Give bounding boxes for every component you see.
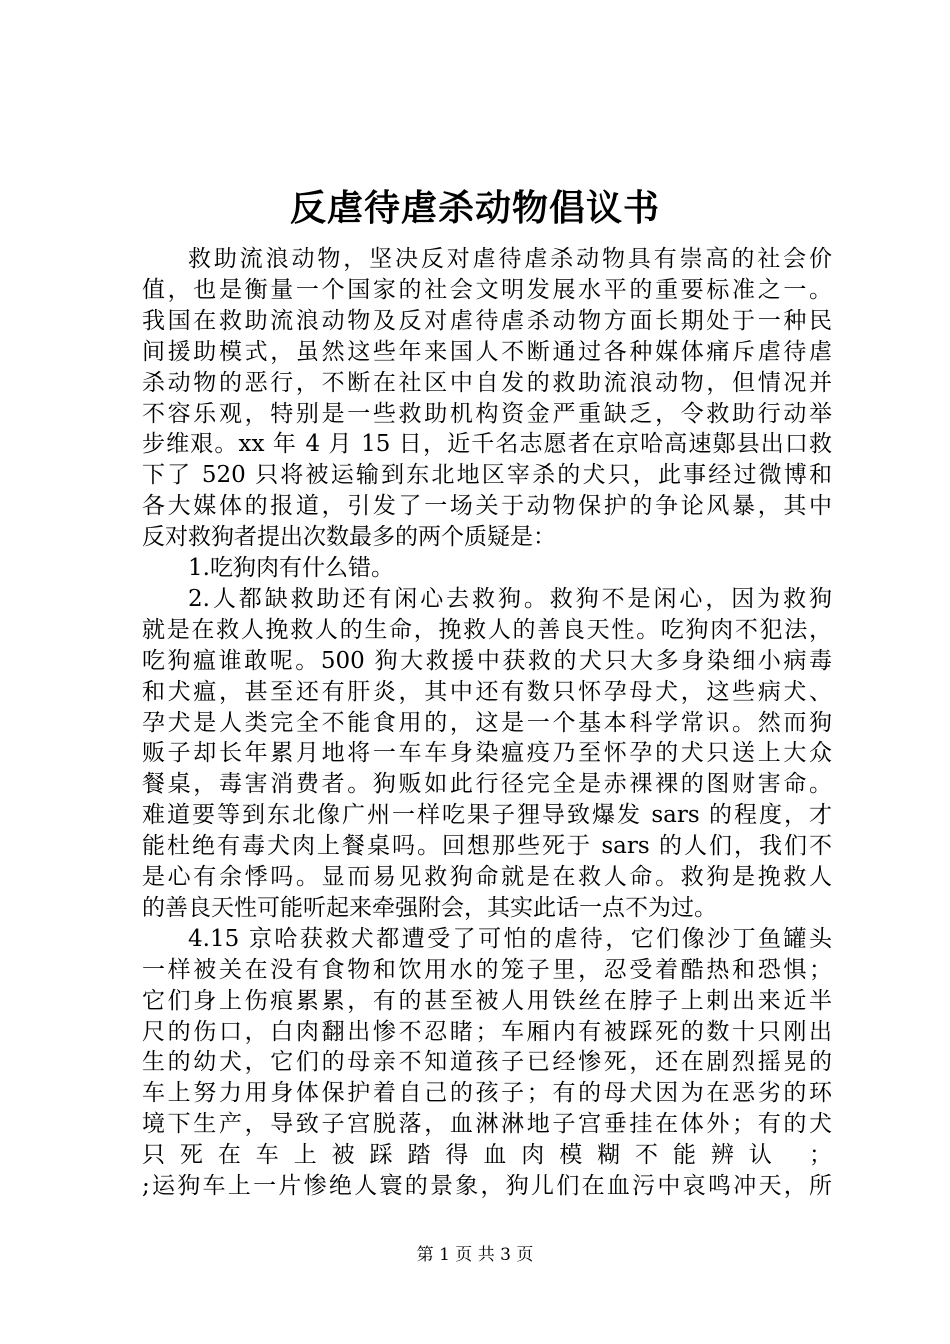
text-line: 4.15 京哈获救犬都遭受了可怕的虐待，它们像沙丁鱼罐头 (188, 926, 832, 952)
text-line: ;运狗车上一片惨绝人寰的景象，狗儿们在血污中哀鸣冲天，所 (142, 1173, 832, 1199)
text-line: 我国在救助流浪动物及反对虐待虐杀动物方面长期处于一种民 (142, 308, 832, 334)
text-line: 一样被关在没有食物和饮用水的笼子里，忍受着酷热和恐惧； (142, 957, 832, 983)
text-line: 是心有余悸吗。显而易见救狗命就是在救人命。救狗是挽救人 (142, 864, 832, 890)
text-line: 吃狗瘟谁敢呢。500 狗大救援中获救的犬只大多身染细小病毒 (142, 648, 832, 674)
text-line: 各大媒体的报道，引发了一场关于动物保护的争论风暴，其中 (142, 493, 832, 519)
text-line: 和犬瘟，甚至还有肝炎，其中还有数只怀孕母犬，这些病犬、 (142, 679, 832, 705)
text-line: 救助流浪动物，坚决反对虐待虐杀动物具有崇高的社会价 (188, 246, 832, 272)
text-line: 值，也是衡量一个国家的社会文明发展水平的重要标准之一。 (142, 277, 832, 303)
text-line: 生的幼犬，它们的母亲不知道孩子已经惨死，还在剧烈摇晃的 (142, 1049, 832, 1075)
text-line: 步维艰。xx 年 4 月 15 日，近千名志愿者在京哈高速鄚县出口救 (142, 431, 832, 457)
text-line: 反对救狗者提出次数最多的两个质疑是： (142, 524, 556, 550)
text-line: 境下生产，导致子宫脱落，血淋淋地子宫垂挂在体外；有的犬 (142, 1111, 832, 1137)
text-line: 2.人都缺救助还有闲心去救狗。救狗不是闲心，因为救狗 (188, 586, 832, 612)
text-line: 能杜绝有毒犬肉上餐桌吗。回想那些死于 sars 的人们，我们不 (142, 833, 832, 859)
text-line: 餐桌，毒害消费者。狗贩如此行径完全是赤裸裸的图财害命。 (142, 771, 832, 797)
text-line: 难道要等到东北像广州一样吃果子狸导致爆发 sars 的程度，才 (142, 802, 832, 828)
text-line: 杀动物的恶行，不断在社区中自发的救助流浪动物，但情况并 (142, 370, 832, 396)
text-line: 间援助模式，虽然这些年来国人不断通过各种媒体痛斥虐待虐 (142, 339, 832, 365)
text-line: 只死在车上被踩踏得血肉模糊不能辨认 ； (142, 1142, 832, 1168)
text-line: 不容乐观，特别是一些救助机构资金严重缺乏，令救助行动举 (142, 401, 832, 427)
text-line: 1.吃狗肉有什么错。 (188, 555, 394, 581)
text-line: 下了 520 只将被运输到东北地区宰杀的犬只，此事经过微博和 (142, 462, 832, 488)
text-line: 它们身上伤痕累累，有的甚至被人用铁丝在脖子上剌出来近半 (142, 988, 832, 1014)
text-line: 车上努力用身体保护着自己的孩子；有的母犬因为在恶劣的环 (142, 1080, 832, 1106)
text-line: 就是在救人挽救人的生命，挽救人的善良天性。吃狗肉不犯法， (142, 617, 832, 643)
document-title: 反虐待虐杀动物倡议书 (289, 187, 660, 229)
text-line: 孕犬是人类完全不能食用的，这是一个基本科学常识。然而狗 (142, 710, 832, 736)
text-line: 的善良天性可能听起来牵强附会，其实此话一点不为过。 (142, 895, 717, 921)
text-line: 尺的伤口，白肉翻出惨不忍睹；车厢内有被踩死的数十只刚出 (142, 1019, 832, 1045)
text-line: 贩子却长年累月地将一车车身染瘟疫乃至怀孕的犬只送上大众 (142, 740, 832, 766)
page-footer: 第 1 页 共 3 页 (416, 1245, 534, 1265)
